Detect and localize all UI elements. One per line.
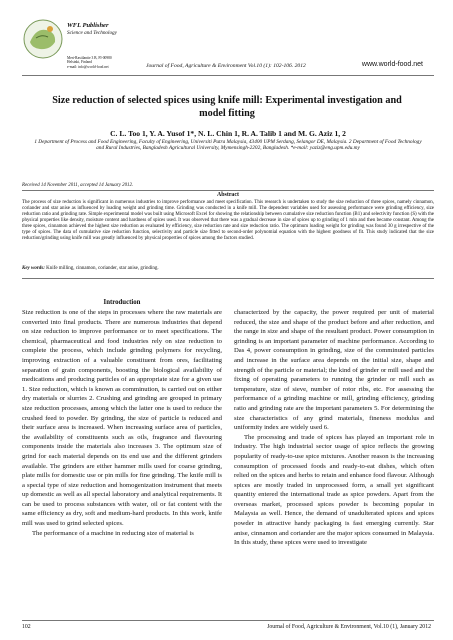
intro-paragraph: characterized by the capacity, the power required per unit of material reduced, the size and shape of the product before and after reduction, and the range in size and shape of the resultant product. Power consumption in grinding is an important parameter of machine performance. According to Das 4, power consumption in grinding, size of the comminuted particles and increase in the surface area depends on the initial size, shape and strength of the particle or material; the kind of grinder or mill used and the fixing of operating parameters to running the grinder or mill such as temperature, size of sieve, number of rotor ribs, etc. For assessing the performance of a grinding machine or mill, grinding efficiency, grinding ratio and grinding rate are the important parameters 5. For determining the size characteristics of any grind materials, fineness modulus and uniformity index are widely used 6. — [234, 309, 434, 432]
keywords-text: Knife milling, cinnamon, coriander, star anise, grinding. — [46, 266, 159, 271]
publisher-name: WFL Publisher — [67, 22, 109, 29]
footer-journal: Journal of Food, Agriculture & Environment, Vol.10 (1), January 2012 — [267, 624, 431, 630]
intro-paragraph: The performance of a machine in reducing size of material is — [32, 529, 194, 537]
intro-paragraph: Size reduction is one of the steps in processes where the raw materials are converted into final products. There are numerous industries that depend on size reduction to improve performance or to meet specifications. The chemical, pharmaceutical and food industries rely on size reduction to complete the process, which include grinding polymers for recycling, improving extraction of a valuable constituent from ores, facilitating separation of grain components, boosting the biological availability of medications and producing particles of an appropriate size for a given use 1. Size reduction, which is known as comminution, is carried out on either dry materials or slurries 2. Crushing and grinding are grouped in primary size reduction processes, among which the latter one is used to reduce the crushed feed to powder. By grinding, the size of particle is reduced and their surface area is increased. When increasing surface area of particles, the availability of constituents such as oils, fragrance and flavouring components inside the materials also increases 3. The optimum size of grind for each material depends on its end use and the different grinders available. The grinders are either hammer mills used for coarse grinding, plate mills for domestic use or pin mills for fine grinding. The knife mill is a special type of size reduction and homogenization instrument that meets up domestic as well as all special laboratory and analytical requirements. It can be used to process substances with water, oil or fat content with the same efficiency as dry, soft and medium-hard products. In this work, knife mill was used to grind selected spices. — [22, 309, 222, 528]
intro-paragraph: The processing and trade of spices has played an important role in industry. The high industrial sector usage of spice reflects the growing popularity of ready-to-use spice mixtures. Another reason is the increasing consumption of processed foods and ready-to-eat dishes, which often relied on the spices and herbs to retain and enhance food flavour. Although spices are mostly traded in unprocessed form, a small yet significant quantity entered the international trade as spice powders. Apart from the overseas market, processed spices powder is becoming popular in Malaysia as well. Hence, the demand of unadulterated spices and spices powder in attractive handy packaging is fast emerging currently. Star anise, cinnamon and coriander are the major spices consumed in Malaysia. In this study, these spices were used to investigate — [234, 433, 434, 547]
abstract-top-divider — [22, 190, 434, 191]
keywords — [22, 266, 434, 271]
abstract-text: The process of size reduction is significant in numerous industries to improve performance and meet specification. This research is undertaken to study the size reduction of three spices, namely cinnamon, coriander and star anise as influenced by loading weight and grinding time. Grinding was conducted in a knife mill. The dependent variables used for assessing performance were grinding efficiency, size reduction ratio and grinding rate. Simple experimental model was built using Microsoft Excel for showing the relationship between cumulative size reduction function (B1) and selectivity function (S) with the physical properties like density, moisture content and hardness of spices used. It was observed that there was a gradual decrease in size of spices up to grinding of 1 min and then became constant. Among the three spices, cinnamon achieved the highest size reduction as evaluated by efficiency, size reduction rate and size reduction ratio. The optimum loading weight for grinding was found 30 g irrespective of the type of spices. The data of cumulative size reduction function, selectivity and particle size fitted to second-order polynomial equation with the highest goodness of fit. This study indicated that the size reduction/grinding using knife mill was greatly influenced by physical properties of spices among the factors studied. — [22, 200, 434, 242]
right-column — [234, 308, 434, 548]
keywords-label: Key words: — [22, 266, 45, 271]
received-date: Received 14 November 2011, accepted 14 January 2012. — [22, 183, 134, 188]
website-link[interactable]: www.world-food.net — [361, 61, 423, 68]
header-divider — [22, 75, 434, 76]
affiliations: 1 Department of Process and Food Engineering, Faculty of Engineering, Universiti Putra Malaysia, 43400 UPM Serdang, Selangor DE, Malaysia. 2 Department of Food Technology and Rural Industries, Bangladesh Agricultural University, Mymensingh-2202, Bangladesh. *e-mail: yaziz@eng.upm.edu.my — [34, 139, 422, 152]
address-line: Helsinki, Finland — [67, 60, 92, 65]
publisher-logo — [22, 18, 64, 60]
address-line: e-mail: info@world-food.net — [67, 64, 109, 69]
introduction-heading: Introduction — [103, 299, 141, 306]
author-list: C. L. Too 1, Y. A. Yusof 1*, N. L. Chin 1, R. A. Talib 1 and M. G. Aziz 1, 2 — [110, 129, 346, 138]
abstract-bottom-divider — [22, 278, 434, 279]
left-column — [22, 308, 222, 538]
address-line: Meri-Rastilantie 3 B, FI-00980 — [67, 56, 112, 60]
footer-divider — [22, 620, 434, 621]
abstract-heading: Abstract — [217, 192, 239, 198]
publisher-subtitle: Science and Technology — [67, 30, 117, 36]
publisher-address — [67, 56, 137, 69]
paper-title: Size reduction of selected spices using knife mill: Experimental investigation and model fitting — [52, 95, 402, 119]
journal-citation: Journal of Food, Agriculture & Environment Vol.10 (1): 102-106. 2012 — [146, 63, 306, 69]
page-number: 102 — [22, 624, 31, 630]
